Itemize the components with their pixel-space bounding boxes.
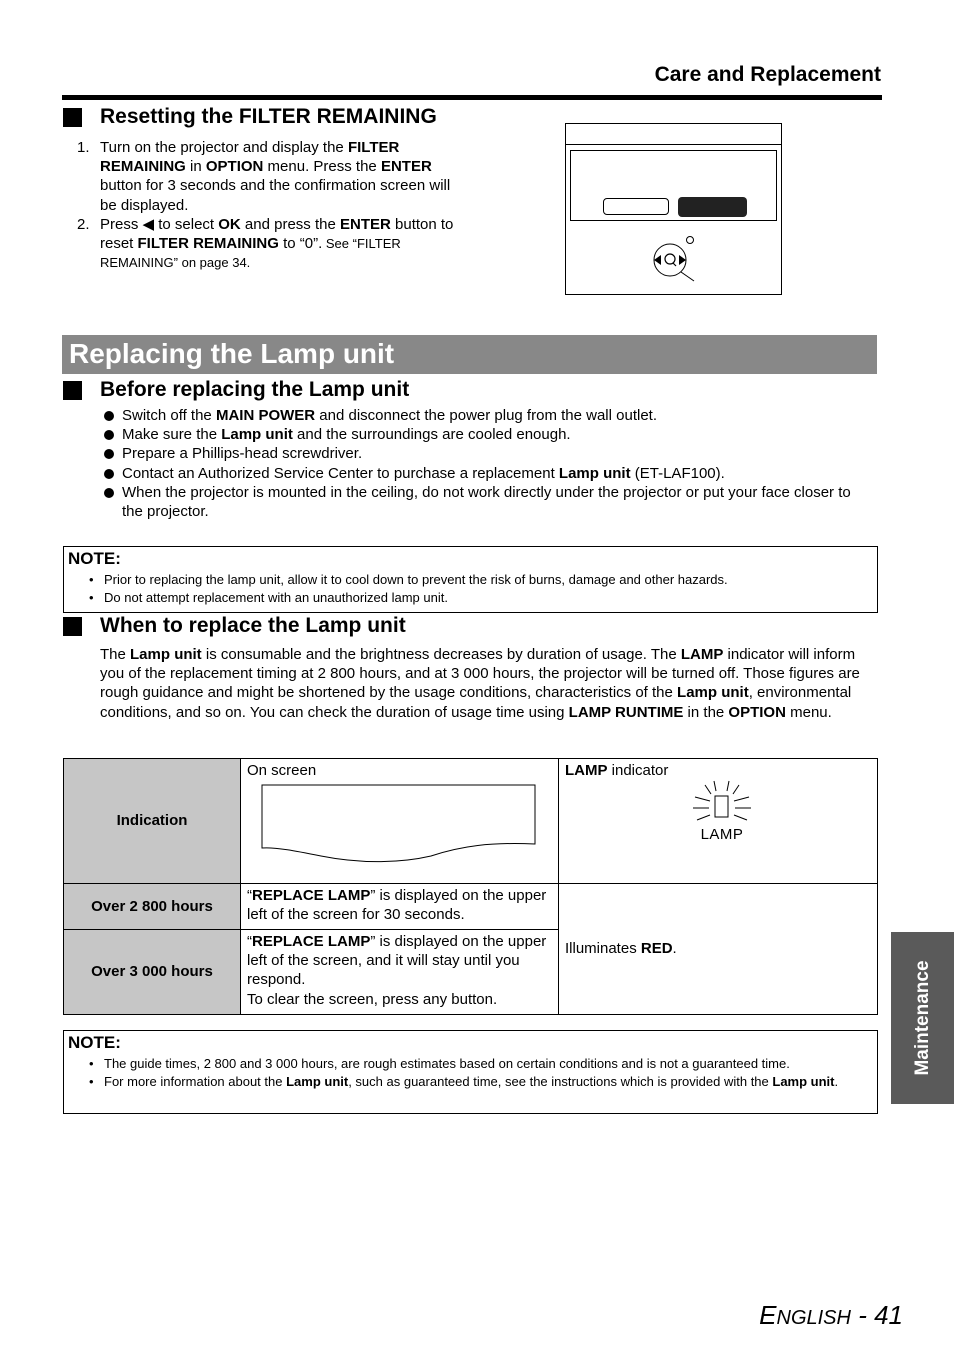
- list-item: • Prior to replacing the lamp unit, allow it to cool down to prevent the risk of burns, damage and other hazards.: [64, 571, 877, 589]
- indication-header: Indication: [64, 759, 241, 884]
- lamp-light-icon: [683, 780, 763, 830]
- filter-reset-heading: Resetting the FILTER REMAINING: [63, 104, 483, 129]
- page-footer: ENGLISH - 41: [759, 1300, 903, 1330]
- lamp-label: LAMP: [700, 826, 744, 844]
- section-header-title: Care and Replacement: [654, 63, 881, 86]
- before-replacing-heading: Before replacing the Lamp unit: [63, 377, 878, 402]
- lamp-indicator-icon: [683, 780, 763, 850]
- enter-key-icon: [650, 234, 700, 282]
- section-banner: Replacing the Lamp unit: [62, 335, 877, 374]
- before-bullets: [100, 406, 875, 521]
- screen-illustration: [261, 784, 537, 864]
- list-item: • The guide times, 2 800 and 3 000 hours, are rough estimates based on certain conditions and is not a guaranteed time.: [64, 1055, 877, 1073]
- filter-reset-section: [63, 104, 483, 272]
- note-box-1: [63, 546, 878, 613]
- list-item: When the projector is mounted in the ceiling, do not work directly under the projector or put your face closer to the projector.: [100, 483, 875, 521]
- table-row: [64, 759, 878, 884]
- illustration-cancel-button: [603, 198, 669, 215]
- list-item: Switch off the MAIN POWER and disconnect the power plug from the wall outlet.: [100, 406, 875, 425]
- when-replace-heading: When to replace the Lamp unit: [63, 613, 878, 638]
- heading-square-icon: [63, 617, 82, 636]
- note-title: NOTE:: [68, 1033, 121, 1052]
- row-description: “REPLACE LAMP” is displayed on the upper left of the screen, and it will stay until you respond. To clear the screen, press any button.: [241, 930, 559, 1015]
- list-item: Contact an Authorized Service Center to purchase a replacement Lamp unit (ET-LAF100).: [100, 464, 875, 483]
- on-screen-cell: On screen: [241, 759, 559, 884]
- note-list: [64, 571, 877, 606]
- note-box-2: [63, 1030, 878, 1114]
- lamp-replacement-table: [63, 758, 878, 1015]
- filter-step-2: 2. Press ◀ to select OK and press the ENTER button to reset FILTER REMAINING to “0”. See “FILTER REMAINING” on page 34.: [77, 215, 454, 271]
- heading-square-icon: [63, 381, 82, 400]
- heading-square-icon: [63, 108, 82, 127]
- row-label: Over 3 000 hours: [64, 930, 241, 1015]
- lamp-indicator-cell: LAMP indicator LAMP: [559, 759, 878, 884]
- filter-steps: [63, 138, 463, 272]
- list-item: Prepare a Phillips-head screwdriver.: [100, 444, 875, 463]
- before-replacing-section: [63, 377, 878, 521]
- list-item: • Do not attempt replacement with an unauthorized lamp unit.: [64, 589, 877, 607]
- illustration-title-bar: [566, 124, 781, 145]
- note-list: [64, 1055, 877, 1090]
- maintenance-side-tab: Maintenance: [891, 932, 954, 1104]
- when-replace-section: [63, 613, 878, 722]
- row-label: Over 2 800 hours: [64, 884, 241, 930]
- confirmation-screen-illustration: [565, 123, 782, 295]
- illustration-dialog: [570, 150, 777, 221]
- list-item: Make sure the Lamp unit and the surroundings are cooled enough.: [100, 425, 875, 444]
- illuminates-cell: Illuminates RED.: [559, 884, 878, 1015]
- when-replace-paragraph: The Lamp unit is consumable and the brightness decreases by duration of usage. The LAMP indicator will inform you of the replacement timing at 2 800 hours, and at 3 000 hours, the projector will be turned off. Those figures are rough guidance and might be shortened by the usage conditions, characteristics of the Lamp unit, environmental conditions, and so on. You can check the duration of usage time using LAMP RUNTIME in the OPTION menu.: [100, 646, 860, 721]
- header-rule: [62, 95, 882, 100]
- note-title: NOTE:: [68, 549, 121, 568]
- list-item: • For more information about the Lamp unit, such as guaranteed time, see the instructions which is provided with the Lamp unit.: [64, 1073, 877, 1091]
- row-description: “REPLACE LAMP” is displayed on the upper left of the screen for 30 seconds.: [241, 884, 559, 930]
- filter-step-1: 1. Turn on the projector and display the FILTER REMAINING in OPTION menu. Press the ENTER button for 3 seconds and the confirmation screen will be displayed.: [77, 139, 451, 214]
- table-row: [64, 884, 878, 930]
- illustration-ok-button: [678, 197, 747, 217]
